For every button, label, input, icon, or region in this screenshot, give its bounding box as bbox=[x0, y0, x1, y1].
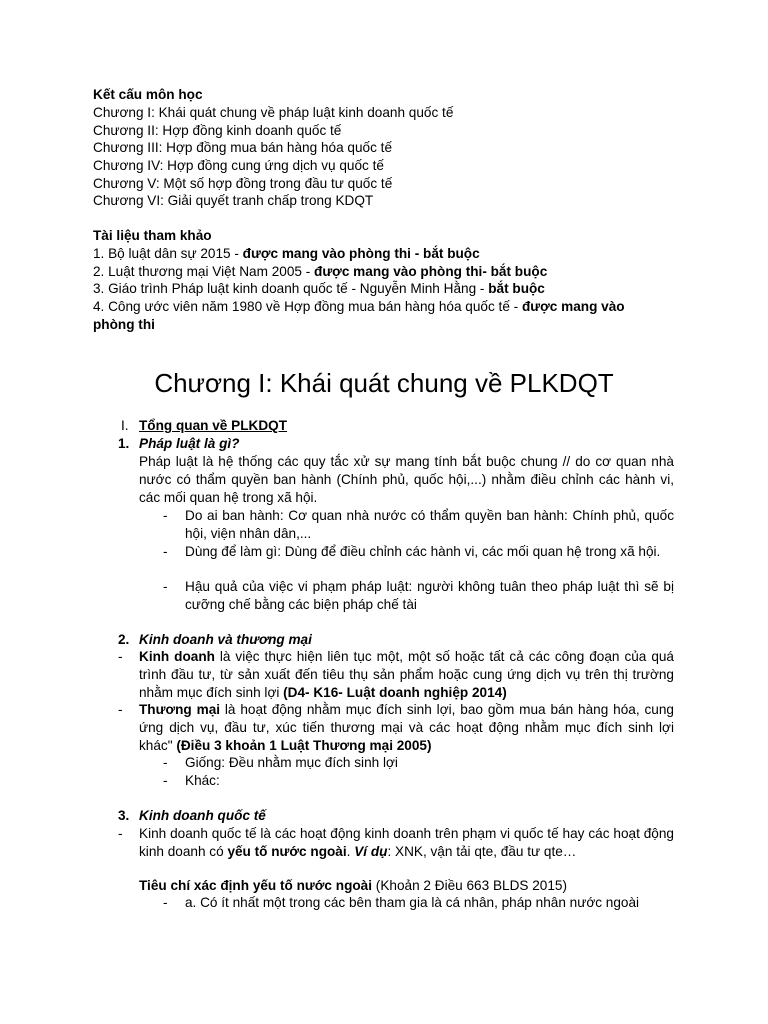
bullet-dash: - bbox=[118, 826, 123, 841]
legal-reference: (Điều 3 khoản 1 Luật Thương mại 2005) bbox=[176, 738, 432, 753]
subsection-marker: 2. bbox=[118, 632, 130, 647]
reference-text: 1. Bộ luật dân sự 2015 - bbox=[93, 246, 243, 261]
criteria-item: a. Có ít nhất một trong các bên tham gia là cá nhân, pháp nhân nước ngoài bbox=[185, 895, 640, 910]
bullet-dash: - bbox=[118, 702, 123, 717]
reference-note: được mang vào phòng thi - bắt buộc bbox=[242, 246, 480, 261]
bullet-dash: - bbox=[163, 544, 168, 559]
bullet-dash: - bbox=[163, 773, 168, 788]
chapter-item: Chương IV: Hợp đồng cung ứng dịch vụ quốc tế bbox=[93, 158, 384, 173]
chapter-item: Chương VI: Giải quyết tranh chấp trong KDQT bbox=[93, 193, 374, 208]
chapter-item: Chương V: Một số hợp đồng trong đầu tư quốc tế bbox=[93, 176, 393, 191]
chapter-item: Chương III: Hợp đồng mua bán hàng hóa quốc tế bbox=[93, 140, 393, 155]
section-marker: I. bbox=[121, 418, 129, 433]
reference-text: 2. Luật thương mại Việt Nam 2005 - bbox=[93, 264, 315, 279]
section-title: Tổng quan về PLKDQT bbox=[139, 418, 288, 433]
business-definition bbox=[139, 648, 674, 702]
subsection-title: Pháp luật là gì? bbox=[139, 436, 240, 451]
reference-text: 4. Công ước viên năm 1980 về Hợp đồng mua bán hàng hóa quốc tế - bbox=[93, 299, 522, 314]
bullet-dash: - bbox=[163, 579, 168, 594]
punct: . bbox=[346, 844, 355, 859]
bullet-dash: - bbox=[163, 755, 168, 770]
chapter-item: Chương I: Khái quát chung về pháp luật kinh doanh quốc tế bbox=[93, 105, 454, 120]
bullet-dash: - bbox=[163, 895, 168, 910]
example-text: : XNK, vận tải qte, đầu tư qte… bbox=[387, 844, 577, 859]
definition-text: là hoạt động nhằm mục đích sinh lợi, bao gồm mua bán hàng hóa, cung ứng dịch vụ, đầu tư, xúc tiến thương mại và các hoạt động nhằm mục đích sinh lợi khác" bbox=[139, 702, 674, 753]
example-label: Ví dụ bbox=[354, 844, 388, 859]
criteria-reference: (Khoản 2 Điều 663 BLDS 2015) bbox=[372, 878, 568, 893]
definition-paragraph: Pháp luật là hệ thống các quy tắc xử sự mang tính bắt buộc chung // do cơ quan nhà nước có thẩm quyền ban hành (Chính phủ, quốc hội,...) nhằm điều chỉnh các hành vi, các mối quan hệ trong xã hội. bbox=[139, 454, 674, 505]
reference-item bbox=[93, 263, 547, 280]
subsection-title: Kinh doanh và thương mại bbox=[139, 632, 312, 647]
structure-heading: Kết cấu môn học bbox=[93, 87, 203, 102]
bullet-item: Giống: Đều nhằm mục đích sinh lợi bbox=[185, 755, 398, 770]
definition-text: là việc thực hiện liên tục một, một số hoặc tất cả các công đoạn của quá trình đầu tư, từ sản xuất đến tiêu thụ sản phẩm hoặc cung ứng dịch vụ trên thị trường nhằm mục đích sinh lợi bbox=[139, 649, 674, 700]
definition-text: Kinh doanh quốc tế là các hoạt động kinh doanh trên phạm vi quốc tế hay các hoạt động kinh doanh có bbox=[139, 826, 674, 859]
chapter-item: Chương II: Hợp đồng kinh doanh quốc tế bbox=[93, 123, 342, 138]
references-heading: Tài liệu tham khảo bbox=[93, 228, 212, 243]
reference-note: được mang vào bbox=[521, 299, 625, 314]
legal-reference: (D4- K16- Luật doanh nghiệp 2014) bbox=[283, 685, 507, 700]
subsection-marker: 3. bbox=[118, 808, 130, 823]
international-business-definition bbox=[139, 825, 674, 861]
reference-note: bắt buộc bbox=[488, 281, 545, 296]
subsection-marker: 1. bbox=[118, 436, 130, 451]
reference-item bbox=[93, 298, 625, 315]
commerce-definition bbox=[139, 701, 674, 755]
bullet-item: Do ai ban hành: Cơ quan nhà nước có thẩm quyền ban hành: Chính phủ, quốc hội, viện nhân dân,... bbox=[185, 508, 674, 541]
bullet-item: Dùng để làm gì: Dùng để điều chỉnh các hành vi, các mối quan hệ trong xã hội. bbox=[185, 544, 661, 559]
term: Thương mại bbox=[139, 702, 221, 717]
reference-item bbox=[93, 280, 545, 297]
subsection-title: Kinh doanh quốc tế bbox=[139, 808, 266, 823]
criteria-title: Tiêu chí xác định yếu tố nước ngoài bbox=[139, 878, 373, 893]
term: Kinh doanh bbox=[139, 649, 215, 664]
chapter-title: Chương I: Khái quát chung về PLKDQT bbox=[154, 368, 614, 398]
reference-note-cont: phòng thi bbox=[93, 317, 155, 332]
bullet-item: Hậu quả của việc vi phạm pháp luật: người không tuân theo pháp luật thì sẽ bị cưỡng chế bằng các biện pháp chế tài bbox=[185, 579, 674, 612]
key-term: yếu tố nước ngoài bbox=[227, 844, 347, 859]
bullet-dash: - bbox=[163, 508, 168, 523]
reference-note: được mang vào phòng thi- bắt buộc bbox=[314, 264, 548, 279]
reference-item bbox=[93, 245, 480, 262]
bullet-dash: - bbox=[118, 649, 123, 664]
bullet-item: Khác: bbox=[185, 773, 220, 788]
criteria-heading bbox=[139, 877, 567, 895]
reference-text: 3. Giáo trình Pháp luật kinh doanh quốc tế - Nguyễn Minh Hằng - bbox=[93, 281, 489, 296]
